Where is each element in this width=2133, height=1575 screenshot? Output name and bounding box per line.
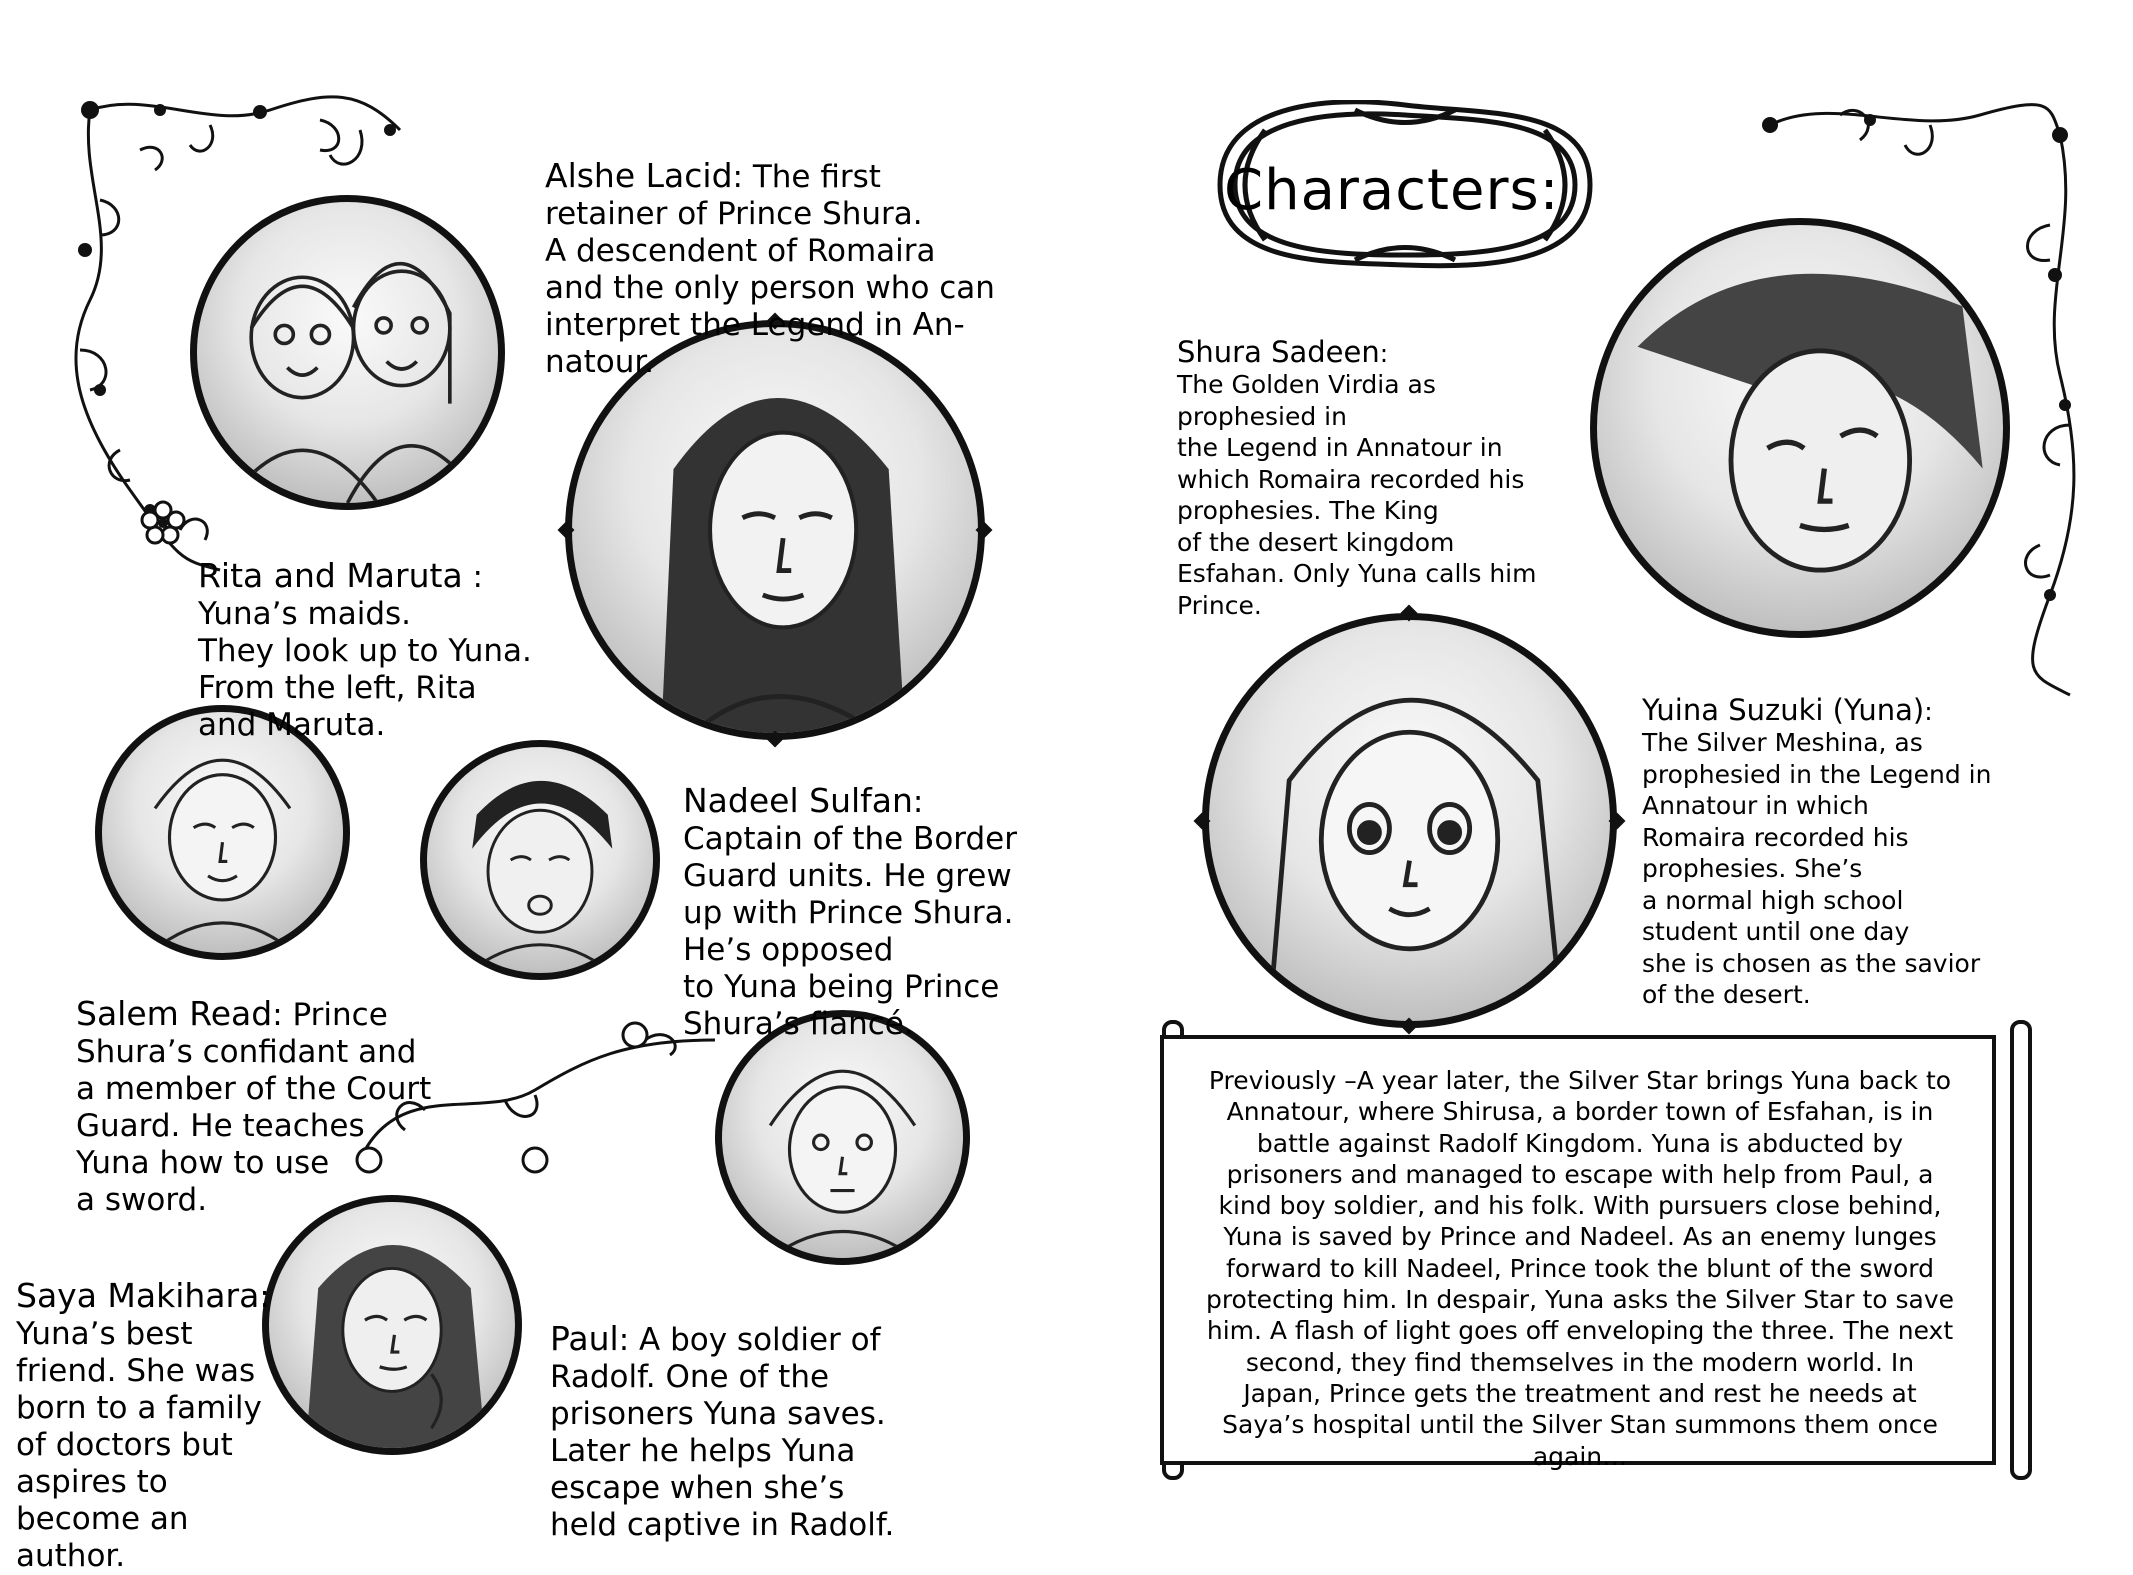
yuina-portrait — [1202, 613, 1617, 1028]
salem-illustration-icon — [102, 712, 343, 953]
character-description: : The Silver Meshina, as prophesied in the Legend in Annatour in which Romaira recorded his prophesies. She’s a normal high school student until one day she is chosen as the savior of the desert. — [1642, 696, 1992, 1009]
salem-caption — [76, 958, 431, 1219]
shura-portrait — [1590, 218, 2010, 638]
rita-maruta-portrait — [190, 195, 505, 510]
page-title: Characters: — [1224, 158, 1560, 223]
saya-portrait — [262, 1195, 522, 1455]
character-name: Alshe Lacid — [545, 156, 733, 195]
nadeel-caption — [683, 745, 1017, 1043]
yuina-illustration-icon — [1209, 620, 1610, 1021]
alshe-caption — [545, 120, 995, 381]
alshe-illustration-icon — [572, 327, 978, 733]
character-name: Salem Read — [76, 994, 273, 1033]
alshe-portrait — [565, 320, 985, 740]
character-description: : Yuna’s best friend. She was born to a family of doctors but aspires to become an author. — [16, 1279, 270, 1574]
character-name: Rita and Maruta — [198, 556, 463, 595]
rita-caption — [198, 520, 532, 744]
character-description: : Prince Shura’s confidant and a member of the Court Guard. He teaches Yuna how to use a sword. — [76, 997, 432, 1218]
paul-illustration-icon — [722, 1017, 963, 1258]
yuina-caption — [1642, 663, 1991, 1011]
saya-caption — [16, 1240, 270, 1575]
flower-icon — [140, 500, 186, 546]
girls-illustration-icon — [197, 202, 498, 503]
character-name: Paul — [550, 1319, 619, 1358]
saya-illustration-icon — [269, 1202, 515, 1448]
shura-caption — [1177, 305, 1537, 621]
character-name: Yuina Suzuki (Yuna) — [1642, 692, 1925, 727]
nadeel-illustration-icon — [427, 747, 653, 973]
scroll-rod-right — [2010, 1020, 2032, 1480]
character-name: Saya Makihara — [16, 1276, 260, 1315]
character-name: Shura Sadeen — [1177, 334, 1380, 369]
paul-portrait — [715, 1010, 970, 1265]
character-description: : Yuna’s maids. They look up to Yuna. From the left, Rita and Maruta. — [198, 559, 532, 743]
nadeel-portrait — [420, 740, 660, 980]
character-description: : The first retainer of Prince Shura. A descendent of Romaira and the only person who can interpret the Legend in An- natour. — [545, 159, 995, 380]
paul-caption — [550, 1283, 894, 1544]
shura-illustration-icon — [1597, 225, 2003, 631]
character-description: : Captain of the Border Guard units. He grew up with Prince Shura. He’s opposed to Yuna being Prince Shura’s fiancé. — [683, 784, 1017, 1042]
character-description: : A boy soldier of Radolf. One of the prisoners Yuna saves. Later he helps Yuna escape when she’s held captive in Radolf. — [550, 1322, 895, 1543]
character-name: Nadeel Sulfan — [683, 781, 913, 820]
left-page — [0, 0, 1066, 1574]
previously-synopsis: Previously –A year later, the Silver Star brings Yuna back to Annatour, where Shirusa, a border town of Esfahan, is in battle against Radolf Kingdom. Yuna is abducted by prisoners and managed to escape with help from Paul, a kind boy soldier, and his folk. With pursuers close behind, Yuna is saved by Prince and Nadeel. As an enemy lunges forward to kill Nadeel, Prince took the blunt of the sword protecting him. In despair, Yuna asks the Silver Star to save him. A flash of light goes off enveloping the three. The next second, they find themselves in the modern world. In Japan, Prince gets the treatment and rest he needs at Saya’s hospital until the Silver Stan summons them once again… — [1205, 1066, 1955, 1471]
character-description: : The Golden Virdia as prophesied in the Legend in Annatour in which Romaira recorded his prophesies. The King of the desert kingdom Esfahan. Only Yuna calls him Prince. — [1177, 338, 1537, 620]
